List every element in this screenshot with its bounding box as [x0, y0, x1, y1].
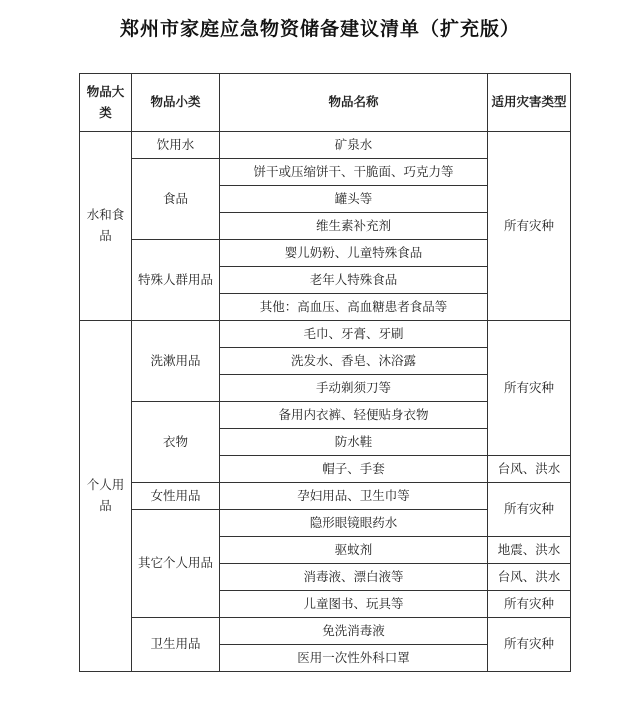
item-name-cell: 手动剃须刀等	[220, 375, 488, 402]
item-name-cell: 儿童图书、玩具等	[220, 591, 488, 618]
table-row	[80, 483, 571, 510]
disaster-type-cell: 所有灾种	[488, 618, 571, 672]
item-name-cell: 矿泉水	[220, 132, 488, 159]
item-name-cell: 老年人特殊食品	[220, 267, 488, 294]
minor-category-cell: 衣物	[132, 402, 220, 483]
item-name-cell: 医用一次性外科口罩	[220, 645, 488, 672]
item-name-cell: 隐形眼镜眼药水	[220, 510, 488, 537]
item-name-cell: 饼干或压缩饼干、干脆面、巧克力等	[220, 159, 488, 186]
item-name-cell: 消毒液、漂白液等	[220, 564, 488, 591]
disaster-type-cell: 所有灾种	[488, 321, 571, 456]
item-name-cell: 防水鞋	[220, 429, 488, 456]
table-row	[80, 618, 571, 645]
minor-category-cell: 卫生用品	[132, 618, 220, 672]
disaster-type-cell: 地震、洪水	[488, 537, 571, 564]
disaster-type-cell: 台风、洪水	[488, 564, 571, 591]
major-category-cell: 个人用品	[80, 321, 132, 672]
minor-category-cell: 洗漱用品	[132, 321, 220, 402]
minor-category-cell: 饮用水	[132, 132, 220, 159]
header-item-name: 物品名称	[220, 74, 488, 132]
header-row	[80, 74, 571, 132]
item-name-cell: 婴儿奶粉、儿童特殊食品	[220, 240, 488, 267]
header-minor-category: 物品小类	[132, 74, 220, 132]
major-category-cell: 水和食品	[80, 132, 132, 321]
header-disaster-type: 适用灾害类型	[488, 74, 571, 132]
item-name-cell: 毛巾、牙膏、牙刷	[220, 321, 488, 348]
disaster-type-cell: 所有灾种	[488, 132, 571, 321]
disaster-type-cell: 台风、洪水	[488, 456, 571, 483]
minor-category-cell: 其它个人用品	[132, 510, 220, 618]
item-name-cell: 其他：高血压、高血糖患者食品等	[220, 294, 488, 321]
document-title: 郑州市家庭应急物资储备建议清单（扩充版）	[119, 18, 520, 40]
item-name-cell: 洗发水、香皂、沐浴露	[220, 348, 488, 375]
disaster-type-cell: 所有灾种	[488, 483, 571, 537]
supply-table	[79, 73, 571, 672]
item-name-cell: 孕妇用品、卫生巾等	[220, 483, 488, 510]
item-name-cell: 备用内衣裤、轻便贴身衣物	[220, 402, 488, 429]
table-row	[80, 132, 571, 159]
minor-category-cell: 女性用品	[132, 483, 220, 510]
item-name-cell: 帽子、手套	[220, 456, 488, 483]
item-name-cell: 驱蚊剂	[220, 537, 488, 564]
item-name-cell: 罐头等	[220, 186, 488, 213]
minor-category-cell: 食品	[132, 159, 220, 240]
header-major-category: 物品大类	[80, 74, 132, 132]
disaster-type-cell: 所有灾种	[488, 591, 571, 618]
item-name-cell: 维生素补充剂	[220, 213, 488, 240]
minor-category-cell: 特殊人群用品	[132, 240, 220, 321]
table-row	[80, 321, 571, 348]
item-name-cell: 免洗消毒液	[220, 618, 488, 645]
